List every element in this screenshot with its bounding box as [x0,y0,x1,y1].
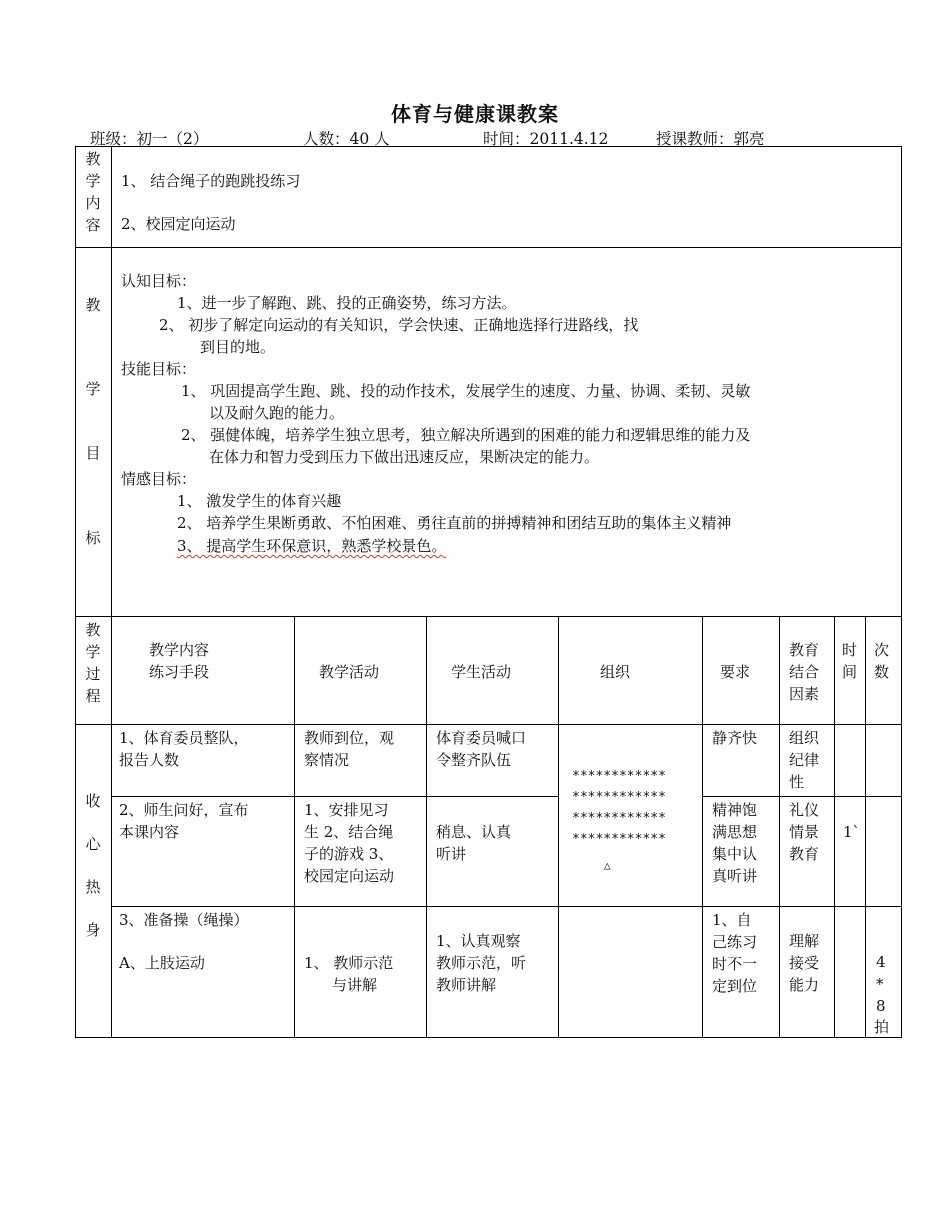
lesson-table [75,146,902,1038]
emotion-goal: 2、 培养学生果断勇敢、不怕困难、勇往直前的拼搏精神和团结互助的集体主义精神 [177,514,732,532]
skill-title: 技能目标： [121,360,197,378]
cognitive-goal: 到目的地。 [200,338,276,356]
grid-line [865,616,866,1038]
row1-requirement: 静齐快 [712,729,758,747]
header-student-activity: 学生活动 [451,663,512,681]
grid-line [834,616,835,1038]
emotion-goal: 3、 提高学生环保意识，熟悉学校景色。 [177,537,447,555]
grid-line [75,616,902,617]
grid-line [558,616,559,1038]
content-item: 1、 结合绳子的跑跳投练习 [121,172,301,190]
student-count: 人数：40 人 [303,130,390,148]
grid-line [111,906,902,907]
cognitive-goal: 1、进一步了解跑、跳、投的正确姿势，练习方法。 [177,294,517,312]
page-title: 体育与健康课教案 [391,102,559,126]
grid-line [426,616,427,1038]
content-item: 2、校园定向运动 [121,215,236,233]
grid-line [75,247,902,248]
header-requirement: 要求 [720,663,751,681]
grid-line [702,796,902,797]
grid-line [702,616,703,1038]
grid-line [779,616,780,1038]
header-content: 教学内容 [149,641,210,659]
grid-line [111,796,559,797]
lesson-time: 时间：2011.4.12 [483,130,609,148]
row2-time: 1` [843,823,861,841]
teacher-name: 授课教师：郭亮 [656,130,765,148]
header-organization: 组织 [600,663,631,681]
skill-goal: 以及耐久跑的能力。 [209,404,345,422]
header-method: 练习手段 [149,663,210,681]
grid-line [75,724,902,725]
emotion-goal: 1、 激发学生的体育兴趣 [177,492,342,510]
grid-line [111,146,112,1038]
grid-line [294,616,295,1038]
skill-goal: 1、 巩固提高学生跑、跳、投的动作技术，发展学生的速度、力量、协调、柔韧、灵敏 [181,382,751,400]
cognitive-goal: 2、 初步了解定向运动的有关知识，学会快速、正确地选择行进路线，找 [159,316,639,334]
teacher-position-icon: △ [604,859,611,872]
skill-goal: 在体力和智力受到压力下做出迅速反应，果断决定的能力。 [209,448,600,466]
emotion-title: 情感目标： [121,470,197,488]
header-teacher-activity: 教学活动 [319,663,380,681]
class-info: 班级：初一（2） [90,130,209,148]
skill-goal: 2、 强健体魄，培养学生独立思考，独立解决所遇到的困难的能力和逻辑思维的能力及 [181,426,751,444]
cognitive-title: 认知目标： [121,272,197,290]
